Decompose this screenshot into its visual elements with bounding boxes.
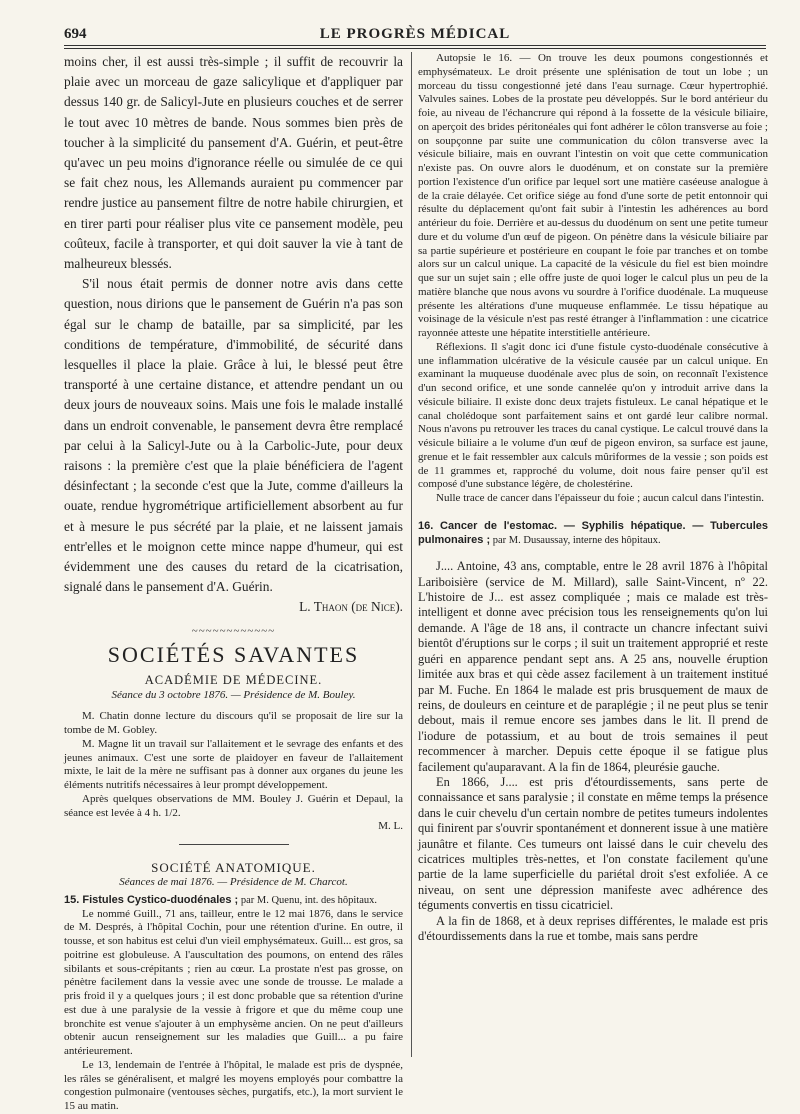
column-divider	[411, 52, 412, 1057]
anatomical-session: Séances de mai 1876. — Présidence de M. Charcot.	[119, 876, 348, 889]
case-16-heading	[418, 520, 768, 548]
case-16-paragraph-1: J.... Antoine, 43 ans, comptable, entre le 28 avril 1876 à l'hôpital Lariboisière (service de M. Millard), salle Saint-Vincent, nº 22. L'histoire de J... est assez compliquée ; mais ce malade est très-intelligent et donne avec précision tous les renseignements qu'on lui demande. A l'âge de 18 ans, il contracte un chancre infectant suivi bientôt d'éruptions sur le corps ; il suit un traitement approprié et reste guéri en apparence pendant sept ans. A 25 ans, nouvelle éruption limitée aux bras et qui cède assez facilement à un traitement institué par M. Fuche. En 1864 le malade est pris brusquement de maux de reins, de douleurs en ceinture et de paraplégie ; il ne peut plus se tenir debout, mais il remue encore ses jambes dans le lit. Il prend de l'iodure de potassium, et au bout de trois semaines il peut recommencer à marcher. Depuis cette époque il se fatigue plus facilement qu'auparavant. A la fin de 1864, pleurésie gauche.	[418, 559, 768, 774]
journal-title: LE PROGRÈS MÉDICAL	[319, 26, 511, 42]
left-column	[64, 52, 403, 1114]
conclusion-paragraph: Nulle trace de cancer dans l'épaisseur du foie ; aucun calcul dans l'intestin.	[436, 492, 765, 504]
article-signature: L. Thaon (de Nice).	[299, 599, 403, 615]
case-16-paragraph-2: En 1866, J.... est pris d'étourdissements, sans perte de connaissance et sans paralysie ; il constate en même temps la présence dans le cuir chevelu d'un certain nombre de petites tumeurs indolentes qui finirent par s'ouvrir spontanément et donnerent issue à une matière jaunâtre et filante. Ces tumeurs ont laissé dans le cuir chevelu des cicatrices multiples très-nettes, et l'on constate facilement qu'une partie de la lame superficielle du pariétal droit s'est exfoliée. A ce niveau, on sent une dépression manifeste avec adhérence des téguments convertis en tissu cicatriciel.	[418, 774, 768, 913]
academy-session: Séance du 3 octobre 1876. — Présidence de M. Bouley.	[111, 688, 356, 701]
reflexions-paragraph: Réflexions. Il s'agit donc ici d'une fistule cysto-duodénale consécutive à une inflammation ulcérative de la vésicule causée par un calcul unique. En examinant la muqueuse duodénale avec plus de soin, on reconnaît l'existence d'un second orifice, et une sonde cannelée qu'on y introduit arrive dans la vésicule biliaire. Il existe donc deux trajets fistuleux. Le canal hépatique et le canal cholédoque sont parfaitement sains et ont gardé leur calibre normal. Nous n'avons pu retrouver les traces du canal cystique. Le calcul trouvé dans la vésicule biliaire a le volume d'un œuf de pigeon environ, sa surface est jaune, grenue et le fait ressembler aux calculs mûriformes de la vessie ; son poids est de 11 grammes et, rapproché du volume, doit nous faire penser qu'il est composé d'une substance légère, de cholestérine.	[418, 340, 768, 491]
case-15-heading	[64, 894, 403, 908]
header-rule	[64, 45, 766, 49]
case-16-title: 16. Cancer de l'estomac. — Syphilis hépatique. — Tubercules pulmonaires ;	[418, 519, 768, 546]
case-15-paragraph-2: Le 13, lendemain de l'entrée à l'hôpital, le malade est pris de dyspnée, les râles se généralisent, et malgré les moyens employés pour combattre la congestion pulmonaire (ventouses sèches, purgatifs, etc.), la mort survient le 15 au matin.	[64, 1058, 403, 1113]
academy-title: ACADÉMIE DE MÉDECINE.	[144, 672, 323, 687]
case-15-paragraph-1: Le nommé Guill., 71 ans, tailleur, entre le 12 mai 1876, dans le service de M. Després, à l'hôpital Cochin, pour une rétention d'urine. En outre, il tousse, et son habitus est celui d'un vieil emphysémateux. Guill... est gros, sa poitrine est globuleuse. A l'auscultation des poumons, on entend des râles sibilants et sous-crépitants ; rien au cœur. La prostate n'est pas grosse, on pénètre facilement dans la vessie avec une sonde de trousse. Le malade a pris froid il y a quelques jours ; il est donc probable que sa rétention d'urine est due à une paralysie de la vessie à frigore et que du même coup une bronchite est venue s'ajouter à un emphysème ancien. On ne peut d'ailleurs obtenir aucun renseignement sur les maladies que Guill... a pu faire antérieurement.	[64, 907, 403, 1058]
page-number: 694	[64, 26, 87, 42]
running-header	[64, 26, 766, 46]
academy-paragraph-3: Après quelques observations de MM. Bouley J. Guérin et Depaul, la séance est levée à 4 h. 1/2.	[64, 792, 403, 819]
intro-paragraph: moins cher, il est aussi très-simple ; il suffit de recouvrir la plaie avec un morceau de gaze salicylique et d'appliquer par dessus 140 gr. de Salicyl-Jute en plusieurs couches et de serrer le tout avec 10 mètres de bande. Nous sommes bien près de toucher à la simplicité du pansement d'A. Guérin, et peut-être qu'avec un peu moins d'ignorance réelle ou simulée de ce qui se fait chez nous, les Allemands auraient pu commencer par rendre justice au pansement filtre de notre habile chirurgien, et en tirer parti pour réaliser plus vite ce pansement modèle, peu coûteux, facile à transporter, et qui doit sauver la vie à tant de malheureux blessés.	[64, 54, 403, 272]
anatomical-society-title: SOCIÉTÉ ANATOMIQUE.	[151, 860, 316, 876]
right-column	[418, 52, 768, 944]
ornament-divider: ~~~~~~~~~~~~	[191, 624, 276, 637]
opinion-paragraph: S'il nous était permis de donner notre avis dans cette question, nous dirions que le pansement de Guérin n'a pas son égal sur le champ de bataille, par sa simplicité, par les conditions de température, d'immobilité, de sécurité dans lesquelles il place la plaie. Grâce à lui, le blessé peut être transporté à une certaine distance, et attendre pendant un ou deux jours de nouveaux soins. Mais une fois le malade installé dans un endroit convenable, le pansement devra être remplacé par celui à la Salicyl-Jute ou à la Carbolic-Jute, pour deux raisons : la première c'est que la plaie bénéficiera de l'agent désinfectant ; la seconde c'est que la Jute, comme d'ailleurs la ouate, rendue hygrométrique artificiellement absorbent au fur et à mesure le pus sécrété par la plaie, et ne laissent jamais entr'elles et le moignon cette mince nappe d'humeur, qui est évidemment une des causes du retard de la cicatrisation, signalé dans le pansement d'A. Guérin.	[64, 276, 403, 595]
case-15-title: 15. Fistules Cystico-duodénales ;	[64, 893, 239, 906]
academy-signature: M. L.	[378, 820, 403, 833]
academy-paragraph-1: M. Chatin donne lecture du discours qu'il se proposait de lire sur la tombe de M. Gobley.	[64, 710, 403, 737]
case-16-author: par M. Dusaussay, interne des hôpitaux.	[492, 534, 661, 546]
case-15-author: par M. Quenu, int. des hôpitaux.	[240, 894, 378, 906]
section-rule	[179, 844, 289, 845]
section-title: SOCIÉTÉS SAVANTES	[107, 641, 360, 667]
academy-paragraph-2: M. Magne lit un travail sur l'allaitement et le sevrage des enfants et des jeunes animaux. C'est une sorte de plaidoyer en faveur de l'allaitement mixte, le lait de la mère ne suffisant pas à donner aux organes du jeune les éléments nutritifs nécessaires à leur prompt développement.	[64, 737, 403, 792]
autopsy-paragraph: Autopsie le 16. — On trouve les deux poumons congestionnés et emphysémateux. Le droit présente une splénisation de tout un lobe ; un morceau du tissu congestionné jeté dans l'eau surnage. Cœur hypertrophié. Valvules saines. Lobes de la prostate peu développés. Sur le bord antérieur du foie, au niveau de l'échancrure qui répond à la fossette de la vésicule biliaire, on aperçoit des brides péritonéales qui font adhérer le côlon transverse au foie ; on soupçonne par suite une communication du côlon transverse avec la vésicule biliaire, mais en ouvrant l'intestin on voit que cette communication n'existe pas. On ouvre alors le duodénum, et on constate sur la première portion l'existence d'un orifice par lequel sort une matière caséeuse analogue à de la craie délayée. Cet orifice siége au fond d'une sorte de petit entonnoir qui résulte du déplacement qu'ont fait subir à l'intestin les adhérences au bord antérieur du foie. Derrière et au-dessus du duodénum on sent une petite tumeur dure et du volume d'un œuf de pigeon. On pénètre dans la vésicule biliaire par sa partie supérieure et postérieure en coupant le foie par tranches et on tombe alors sur un calcul unique. La capacité de la vésicule du fiel est bien moindre que sur un sujet sain ; elle offre juste de quoi loger le calcul plus un peu de la matière blanche que nous avons vu sourdre à l'orifice duodénale. La muqueuse présente les altérations d'une muqueuse enflammée. Le tissu hépatique au voisinage de la vésicule n'est pas resté étranger à l'inflammation : une cicatrice rayonnée atteste une hépatite interstitielle antérieure.	[418, 52, 768, 339]
case-16-paragraph-3: A la fin de 1868, et à deux reprises différentes, le malade est pris d'étourdissements dans la rue et tombe, mais sans perdre	[418, 913, 768, 943]
